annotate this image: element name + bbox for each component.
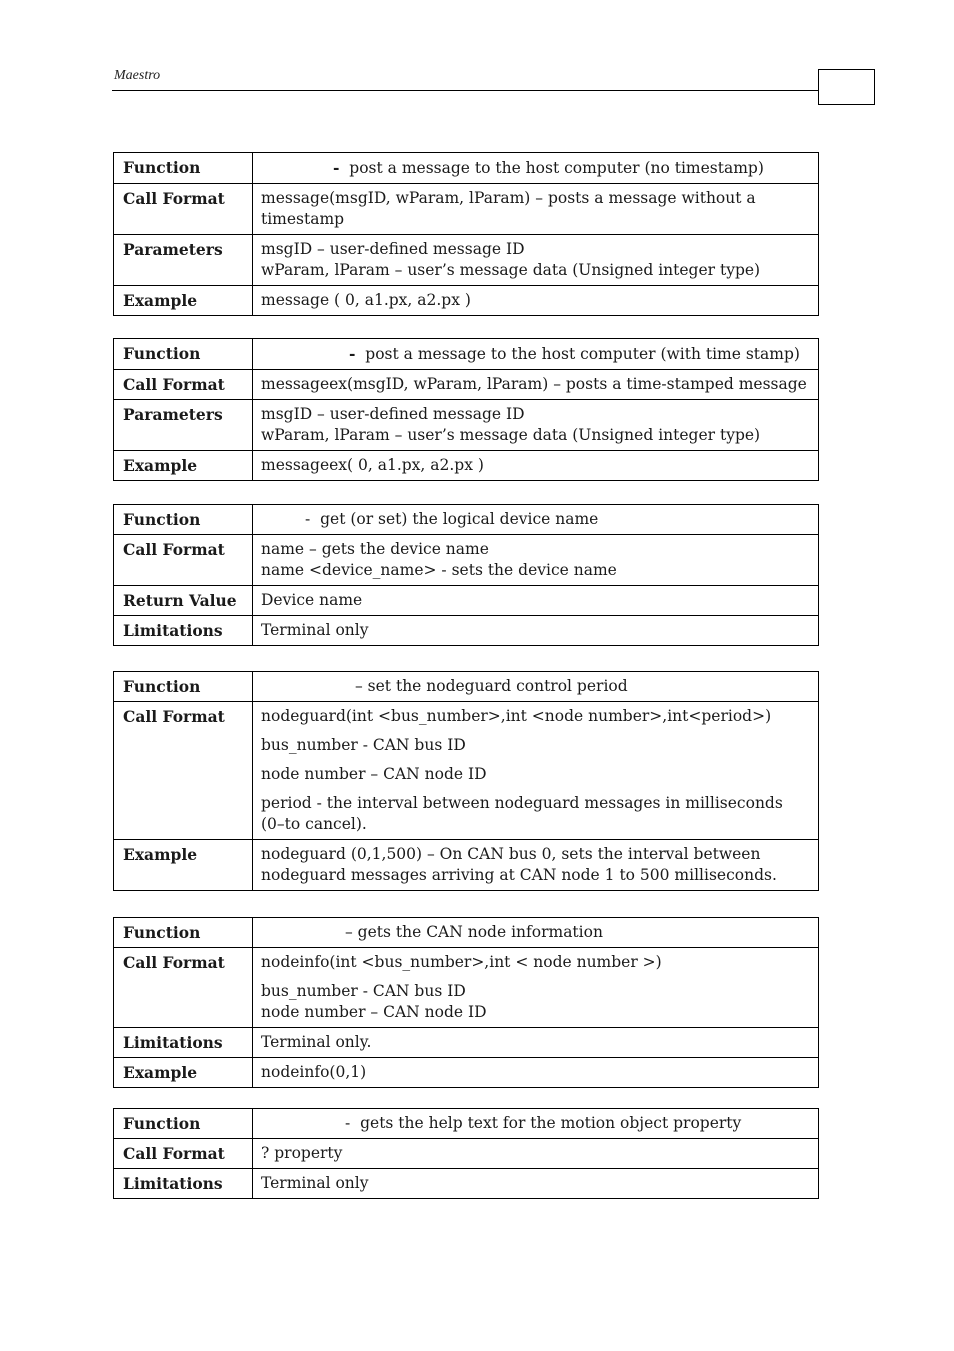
function-description [253,918,819,948]
call-format-row [114,370,819,400]
call-format-label: Call Format [114,535,253,586]
example-row [114,451,819,481]
call-format-text: message(msgID, wParam, lParam) – posts a message without a timestamp [253,184,819,235]
function-text: – gets the CAN node information [345,923,603,941]
parameter-line: msgID – user-defined message ID [261,240,525,258]
function-label: Function [114,505,253,535]
call-format-label: Call Format [114,702,253,840]
parameters-text [253,400,819,451]
function-label: Function [114,918,253,948]
call-format-row [114,948,819,1028]
example-label: Example [114,840,253,891]
call-format-label: Call Format [114,1139,253,1169]
parameters-label: Parameters [114,235,253,286]
example-row [114,1058,819,1088]
example-text: message ( 0, a1.px, a2.px ) [253,286,819,316]
call-format-params [261,981,810,1023]
parameters-row [114,235,819,286]
call-format-label: Call Format [114,370,253,400]
function-text: – set the nodeguard control period [355,677,628,695]
limitations-row [114,1028,819,1058]
call-format-row [114,1139,819,1169]
header-rule [112,90,818,91]
function-row [114,1109,819,1139]
page-number-box [818,69,875,105]
function-row [114,505,819,535]
call-format-line: period - the interval between nodeguard messages in milliseconds (0–to cancel). [261,794,783,833]
function-text: get (or set) the logical device name [320,510,599,528]
call-format-row [114,184,819,235]
call-format-row [114,702,819,840]
function-table-nodeguard [113,671,819,891]
function-table-name [113,504,819,646]
function-table-nodeinfo [113,917,819,1088]
return-value-row [114,586,819,616]
call-format-label: Call Format [114,948,253,1028]
limitations-text: Terminal only [253,1169,819,1199]
example-text: nodeguard (0,1,500) – On CAN bus 0, sets the interval between nodeguard messages arriving at CAN node 1 to 500 milliseconds. [253,840,819,891]
call-format-line: nodeinfo(int <bus_number>,int < node number >) [261,953,662,971]
call-format-line: name – gets the device name [261,540,489,558]
function-row [114,339,819,370]
example-row [114,286,819,316]
call-format-line: node number – CAN node ID [261,1003,487,1021]
limitations-row [114,616,819,646]
limitations-text: Terminal only. [253,1028,819,1058]
call-format-text [253,702,819,840]
return-value-label: Return Value [114,586,253,616]
function-table-help [113,1108,819,1199]
function-table-messageex [113,338,819,481]
example-text: nodeinfo(0,1) [253,1058,819,1088]
call-format-line: node number – CAN node ID [261,765,487,783]
function-row [114,153,819,184]
function-description: - get (or set) the logical device name [253,505,819,535]
function-description: - post a message to the host computer (no timestamp) [253,153,819,184]
function-text: post a message to the host computer (with time stamp) [365,345,800,363]
function-table-message [113,152,819,316]
function-description [253,672,819,702]
example-row [114,840,819,891]
call-format-line: nodeguard(int <bus_number>,int <node number>,int<period>) [261,707,772,725]
call-format-text [253,948,819,1028]
limitations-label: Limitations [114,1169,253,1199]
header-title: Maestro [114,68,161,83]
call-format-text: ? property [253,1139,819,1169]
function-label: Function [114,1109,253,1139]
parameter-line: msgID – user-defined message ID [261,405,525,423]
parameters-text [253,235,819,286]
function-row [114,672,819,702]
function-label: Function [114,672,253,702]
call-format-line: bus_number - CAN bus ID [261,982,466,1000]
call-format-line: name <device_name> - sets the device name [261,561,617,579]
call-format-text: messageex(msgID, wParam, lParam) – posts a time-stamped message [253,370,819,400]
example-label: Example [114,286,253,316]
function-text: gets the help text for the motion object property [360,1114,742,1132]
limitations-text: Terminal only [253,616,819,646]
example-label: Example [114,1058,253,1088]
call-format-label: Call Format [114,184,253,235]
function-label: Function [114,339,253,370]
limitations-row [114,1169,819,1199]
return-value-text: Device name [253,586,819,616]
call-format-row [114,535,819,586]
function-description: - gets the help text for the motion object property [253,1109,819,1139]
function-label: Function [114,153,253,184]
function-description: - post a message to the host computer (with time stamp) [253,339,819,370]
function-row [114,918,819,948]
call-format-line: bus_number - CAN bus ID [261,736,466,754]
example-text: messageex( 0, a1.px, a2.px ) [253,451,819,481]
limitations-label: Limitations [114,1028,253,1058]
parameter-line: wParam, lParam – user’s message data (Unsigned integer type) [261,261,761,279]
limitations-label: Limitations [114,616,253,646]
parameters-row [114,400,819,451]
example-label: Example [114,451,253,481]
function-text: post a message to the host computer (no timestamp) [349,159,764,177]
call-format-text [253,535,819,586]
parameter-line: wParam, lParam – user’s message data (Unsigned integer type) [261,426,761,444]
parameters-label: Parameters [114,400,253,451]
